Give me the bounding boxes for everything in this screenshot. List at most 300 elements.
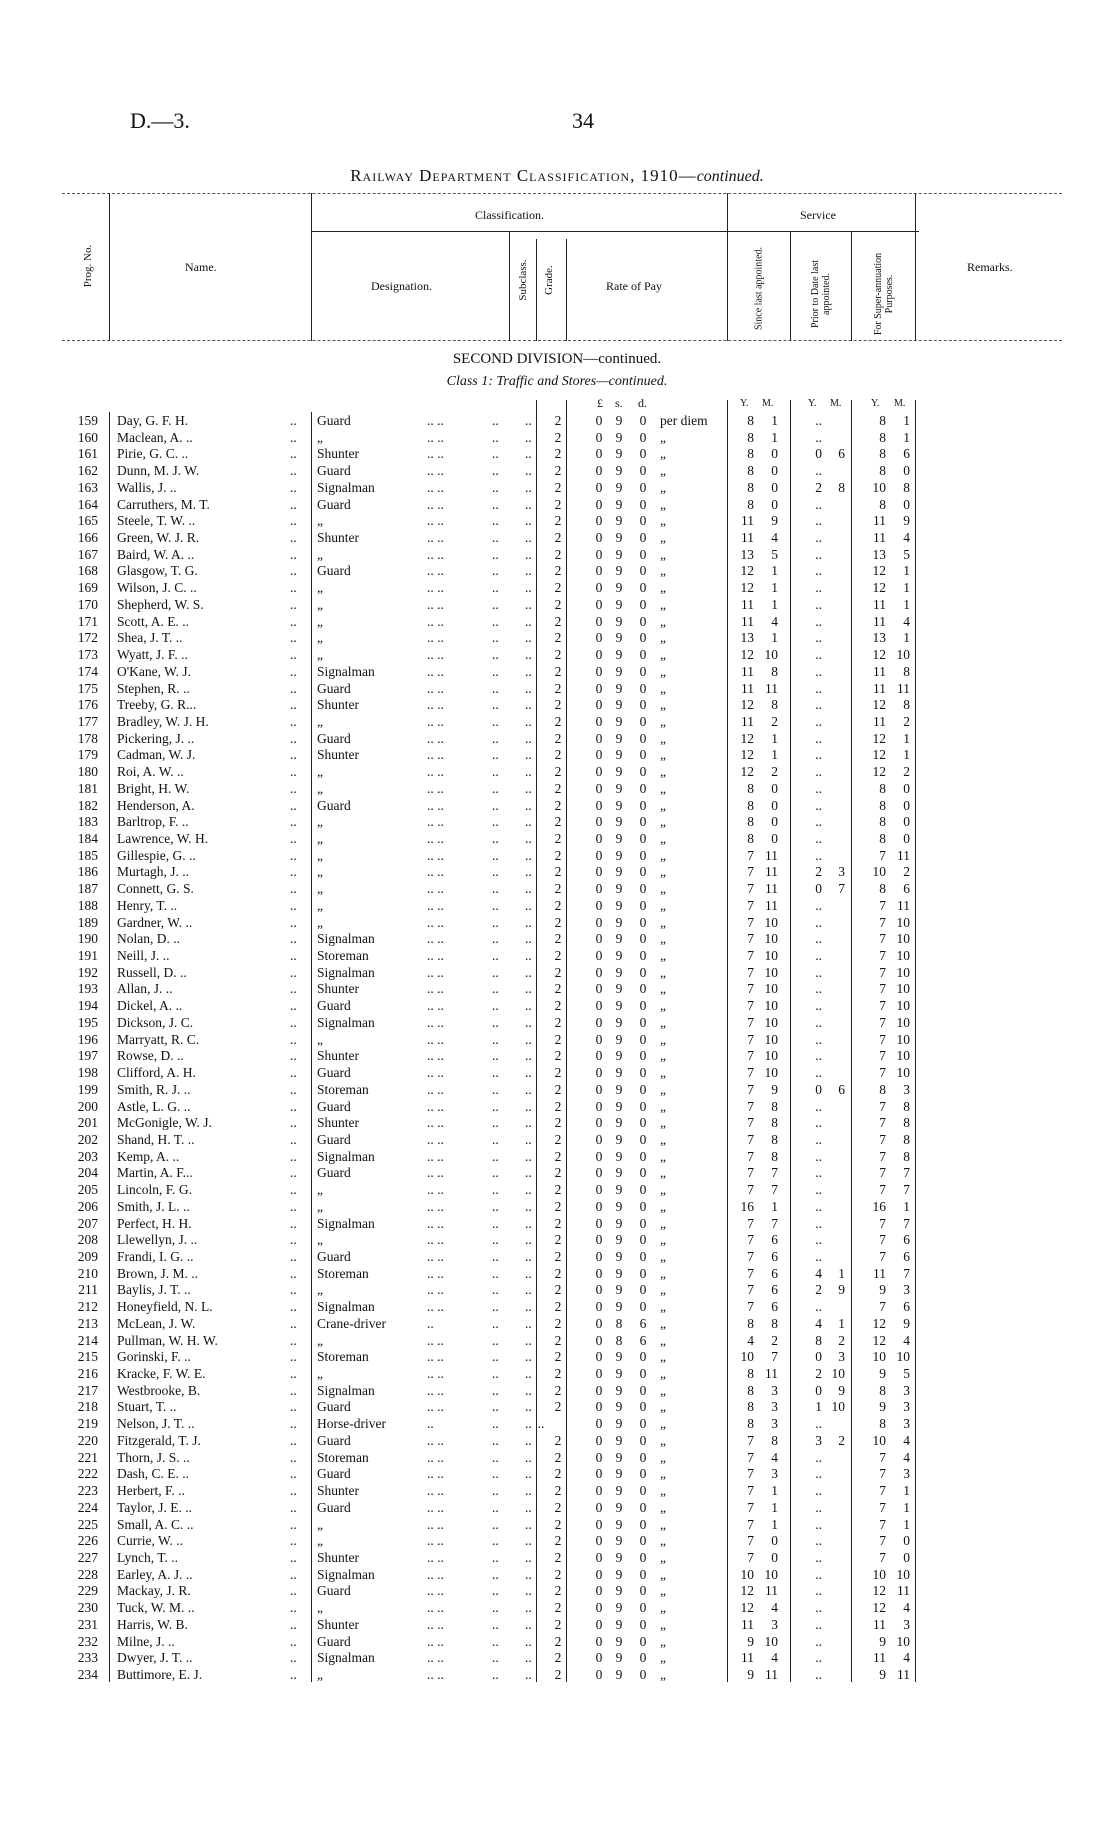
leader-dots: .. (525, 1131, 532, 1147)
pay-pence: 0 (639, 1600, 647, 1616)
designation: Guard (317, 1249, 351, 1264)
designation: Guard (317, 797, 351, 813)
since-years: 7 (747, 981, 754, 997)
pay-shillings: 9 (615, 429, 623, 445)
table-row (0, 1533, 1114, 1550)
table-row (0, 614, 1114, 631)
since-years: 7 (747, 948, 754, 964)
table-row (0, 1617, 1114, 1634)
leader-dots: .. (290, 847, 297, 863)
since-months: 10 (764, 1633, 778, 1649)
divider (509, 231, 510, 341)
grade: 2 (554, 1282, 562, 1298)
designation: Storeman (317, 948, 369, 964)
pay-shillings: 9 (615, 1633, 623, 1649)
pay-period: „ (660, 513, 666, 529)
since-years: 8 (747, 479, 754, 495)
pay-pounds: 0 (595, 1265, 603, 1281)
leader-dots: .. (525, 1282, 532, 1298)
leader-dots: .. .. (427, 1399, 444, 1415)
super-months: 1 (903, 429, 910, 445)
table-row (0, 1149, 1114, 1166)
leader-dots: .. (492, 647, 499, 663)
leader-dots: .. (290, 981, 297, 997)
leader-dots: .. .. (427, 496, 444, 512)
since-years: 7 (747, 1533, 754, 1549)
super-years: 10 (872, 479, 886, 495)
table-row (0, 1282, 1114, 1299)
pay-shillings: 9 (615, 1232, 623, 1248)
leader-dots: .. (492, 429, 499, 445)
grade: 2 (554, 1198, 562, 1214)
prog-no: 228 (77, 1566, 98, 1582)
super-months: 10 (896, 981, 910, 997)
prior-months: 3 (838, 1349, 845, 1365)
employee-name: Dickel, A. .. (117, 998, 183, 1014)
since-months: 2 (771, 1332, 778, 1348)
grade: 2 (554, 981, 562, 997)
leader-dots: .. (492, 1215, 499, 1231)
designation: Guard (317, 1499, 351, 1515)
table-row (0, 1650, 1114, 1667)
table-row (0, 881, 1114, 898)
designation: Signalman (317, 1382, 375, 1398)
leader-dots: .. (290, 1332, 297, 1348)
leader-dots: .. (492, 680, 499, 696)
prog-no: 164 (77, 496, 98, 512)
since-years: 7 (747, 1549, 754, 1565)
pay-shillings: 8 (615, 1332, 623, 1348)
prior-years: .. (815, 948, 822, 964)
since-months: 8 (771, 1432, 778, 1448)
pay-pounds: 0 (595, 697, 603, 713)
pay-pounds: 0 (595, 1282, 603, 1298)
super-years: 8 (879, 446, 886, 462)
pay-shillings: 9 (615, 1031, 623, 1047)
super-years: 12 (872, 730, 886, 746)
pay-pounds: 0 (595, 1081, 603, 1097)
prior-years: .. (815, 914, 822, 930)
leader-dots: .. .. (427, 1249, 444, 1264)
employee-name: Clifford, A. H. (117, 1065, 196, 1081)
pay-pence: 0 (639, 814, 647, 830)
pay-pence: 0 (639, 663, 647, 679)
table-row (0, 714, 1114, 731)
since-years: 7 (747, 1182, 754, 1198)
leader-dots: .. (290, 1600, 297, 1616)
header-classification: Classification. (475, 208, 544, 222)
designation: „ (317, 1198, 323, 1214)
pay-period: „ (660, 1115, 666, 1131)
grade: 2 (554, 713, 562, 729)
super-months: 1 (903, 413, 910, 428)
super-years: 7 (879, 981, 886, 997)
employee-name: Allan, J. .. (117, 981, 173, 997)
prog-no: 166 (77, 530, 98, 546)
employee-name: Bradley, W. J. H. (117, 713, 209, 729)
since-years: 4 (747, 1332, 754, 1348)
super-months: 4 (903, 530, 910, 546)
leader-dots: .. .. (427, 1516, 444, 1532)
pay-pounds: 0 (595, 580, 603, 596)
since-years: 9 (747, 1667, 754, 1682)
prog-no: 230 (77, 1600, 98, 1616)
grade: 2 (554, 446, 562, 462)
leader-dots: .. (525, 1382, 532, 1398)
leader-dots: .. (525, 1650, 532, 1666)
since-months: 11 (765, 864, 778, 880)
pay-pounds: 0 (595, 530, 603, 546)
designation: „ (317, 1182, 323, 1198)
employee-name: Dwyer, J. T. .. (117, 1650, 193, 1666)
pay-period: „ (660, 1366, 666, 1382)
pay-pounds: 0 (595, 1566, 603, 1582)
pay-period: „ (660, 563, 666, 579)
pay-pence: 0 (639, 413, 647, 428)
super-years: 8 (879, 814, 886, 830)
super-years: 8 (879, 1081, 886, 1097)
pay-shillings: 9 (615, 563, 623, 579)
since-months: 1 (771, 747, 778, 763)
leader-dots: .. (290, 998, 297, 1014)
grade: 2 (554, 680, 562, 696)
employee-name: Lawrence, W. H. (117, 831, 209, 846)
designation: Guard (317, 496, 351, 512)
leader-dots: .. (290, 797, 297, 813)
table-row (0, 430, 1114, 447)
prog-no: 187 (77, 881, 98, 897)
grade: 2 (554, 931, 562, 947)
pay-pounds: 0 (595, 413, 603, 428)
super-years: 11 (873, 1616, 886, 1632)
leader-dots: .. .. (427, 663, 444, 679)
unit-years: Y. (871, 398, 880, 409)
super-years: 9 (879, 1399, 886, 1415)
table-row (0, 547, 1114, 564)
since-years: 8 (747, 780, 754, 796)
designation: „ (317, 1600, 323, 1616)
leader-dots: .. (290, 713, 297, 729)
employee-name: Smith, J. L. .. (117, 1198, 190, 1214)
since-years: 11 (741, 1650, 754, 1666)
pay-period: „ (660, 1014, 666, 1030)
table-row (0, 446, 1114, 463)
grade: 2 (554, 1349, 562, 1365)
prior-months: 1 (838, 1315, 845, 1331)
employee-name: Dickson, J. C. (117, 1014, 194, 1030)
grade: 2 (554, 1549, 562, 1565)
prior-years: .. (815, 1031, 822, 1047)
super-years: 12 (872, 1332, 886, 1348)
leader-dots: .. (492, 1483, 499, 1499)
pay-shillings: 9 (615, 1265, 623, 1281)
super-months: 4 (903, 1600, 910, 1616)
leader-dots: .. (290, 1449, 297, 1465)
prog-no: 194 (77, 998, 98, 1014)
pay-pence: 0 (639, 881, 647, 897)
leader-dots: .. .. (427, 413, 444, 428)
leader-dots: .. (492, 931, 499, 947)
pay-period: „ (660, 697, 666, 713)
leader-dots: .. (290, 647, 297, 663)
since-months: 11 (765, 1366, 778, 1382)
table-row (0, 697, 1114, 714)
super-months: 9 (903, 1315, 910, 1331)
grade: 2 (554, 1633, 562, 1649)
leader-dots: .. .. (427, 1332, 444, 1348)
leader-dots: .. (290, 780, 297, 796)
since-years: 8 (747, 463, 754, 479)
pay-pence: 0 (639, 1215, 647, 1231)
super-months: 6 (903, 1232, 910, 1248)
unit-years: Y. (808, 398, 817, 409)
table-row (0, 630, 1114, 647)
super-months: 10 (896, 1065, 910, 1081)
pay-shillings: 9 (615, 1098, 623, 1114)
leader-dots: .. (492, 1349, 499, 1365)
leader-dots: .. (525, 1249, 532, 1264)
since-years: 8 (747, 1366, 754, 1382)
since-months: 3 (771, 1399, 778, 1415)
leader-dots: .. (492, 730, 499, 746)
grade: 2 (554, 580, 562, 596)
table-row (0, 1065, 1114, 1082)
since-years: 7 (747, 1249, 754, 1264)
pay-shillings: 9 (615, 1466, 623, 1482)
pay-period: „ (660, 663, 666, 679)
pay-pounds: 0 (595, 546, 603, 562)
document-code: D.—3. (130, 108, 190, 133)
pay-pence: 0 (639, 1382, 647, 1398)
super-years: 7 (879, 1533, 886, 1549)
since-months: 1 (771, 1483, 778, 1499)
leader-dots: .. (290, 931, 297, 947)
since-months: 9 (771, 513, 778, 529)
pay-period: „ (660, 1516, 666, 1532)
leader-dots: .. (290, 496, 297, 512)
super-months: 0 (903, 814, 910, 830)
leader-dots: .. .. (427, 1182, 444, 1198)
super-years: 7 (879, 1549, 886, 1565)
table-row (0, 898, 1114, 915)
pay-period: „ (660, 1549, 666, 1565)
subclass: .. (537, 1416, 545, 1432)
table-row (0, 1182, 1114, 1199)
leader-dots: .. (525, 1667, 532, 1682)
since-years: 10 (740, 1566, 754, 1582)
prog-no: 215 (77, 1349, 98, 1365)
pay-pounds: 0 (595, 1449, 603, 1465)
since-months: 4 (771, 530, 778, 546)
pay-shillings: 8 (615, 1315, 623, 1331)
employee-name: Shea, J. T. .. (117, 630, 183, 646)
prog-no: 182 (77, 797, 98, 813)
leader-dots: .. (492, 1499, 499, 1515)
employee-name: Maclean, A. .. (117, 429, 193, 445)
pay-shillings: 9 (615, 513, 623, 529)
employee-name: Harris, W. B. (117, 1616, 188, 1632)
pay-shillings: 9 (615, 1499, 623, 1515)
pay-pounds: 0 (595, 1299, 603, 1315)
leader-dots: .. (492, 1299, 499, 1315)
table-row (0, 747, 1114, 764)
leader-dots: .. (290, 1299, 297, 1315)
pay-pence: 0 (639, 463, 647, 479)
since-years: 8 (747, 429, 754, 445)
header-bottom-rule (62, 340, 1062, 341)
leader-dots: .. (290, 680, 297, 696)
employee-name: Earley, A. J. .. (117, 1566, 193, 1582)
pay-pounds: 0 (595, 881, 603, 897)
super-months: 3 (903, 1081, 910, 1097)
super-months: 5 (903, 546, 910, 562)
leader-dots: .. (492, 1516, 499, 1532)
since-years: 12 (740, 747, 754, 763)
leader-dots: .. .. (427, 680, 444, 696)
designation: Guard (317, 730, 351, 746)
pay-shillings: 9 (615, 1215, 623, 1231)
grade: 2 (554, 1533, 562, 1549)
pay-shillings: 9 (615, 1165, 623, 1181)
pay-shillings: 9 (615, 1600, 623, 1616)
leader-dots: .. (290, 1566, 297, 1582)
super-years: 7 (879, 1098, 886, 1114)
pay-pounds: 0 (595, 429, 603, 445)
prior-years: .. (815, 1600, 822, 1616)
title-main: Railway Department Classification, 1910— (350, 166, 697, 185)
employee-name: Henry, T. .. (117, 897, 178, 913)
super-months: 4 (903, 1650, 910, 1666)
grade: 2 (554, 948, 562, 964)
employee-name: McGonigle, W. J. (117, 1115, 212, 1131)
leader-dots: .. (525, 1265, 532, 1281)
pay-shillings: 9 (615, 1148, 623, 1164)
prior-years: .. (815, 998, 822, 1014)
prior-years: 8 (815, 1332, 822, 1348)
table-row (0, 764, 1114, 781)
pay-pounds: 0 (595, 1416, 603, 1432)
leader-dots: .. (492, 596, 499, 612)
pay-shillings: 9 (615, 931, 623, 947)
header-name: Name. (185, 260, 217, 274)
leader-dots: .. (290, 546, 297, 562)
super-months: 1 (903, 630, 910, 646)
prior-years: .. (815, 1566, 822, 1582)
leader-dots: .. (290, 897, 297, 913)
since-months: 0 (771, 1533, 778, 1549)
designation: „ (317, 630, 323, 646)
table-row (0, 580, 1114, 597)
since-months: 1 (771, 580, 778, 596)
leader-dots: .. (525, 1600, 532, 1616)
prior-years: .. (815, 981, 822, 997)
designation: Signalman (317, 931, 375, 947)
leader-dots: .. .. (427, 1232, 444, 1248)
designation: „ (317, 764, 323, 780)
pay-pounds: 0 (595, 1616, 603, 1632)
super-years: 11 (873, 596, 886, 612)
since-months: 6 (771, 1232, 778, 1248)
leader-dots: .. (492, 780, 499, 796)
leader-dots: .. .. (427, 1014, 444, 1030)
pay-shillings: 9 (615, 780, 623, 796)
leader-dots: .. (492, 981, 499, 997)
leader-dots: .. .. (427, 864, 444, 880)
leader-dots: .. (290, 948, 297, 964)
leader-dots: .. (492, 463, 499, 479)
leader-dots: .. (492, 630, 499, 646)
prior-years: .. (815, 546, 822, 562)
pay-period: „ (660, 1098, 666, 1114)
table-row (0, 1366, 1114, 1383)
super-years: 13 (872, 546, 886, 562)
prog-no: 208 (77, 1232, 98, 1248)
prog-no: 189 (77, 914, 98, 930)
leader-dots: .. (525, 881, 532, 897)
super-months: 10 (896, 647, 910, 663)
pay-pounds: 0 (595, 1332, 603, 1348)
employee-name: Small, A. C. .. (117, 1516, 194, 1532)
pay-pounds: 0 (595, 1366, 603, 1382)
pay-pounds: 0 (595, 931, 603, 947)
since-months: 10 (764, 998, 778, 1014)
pay-pounds: 0 (595, 1432, 603, 1448)
leader-dots: .. .. (427, 580, 444, 596)
leader-dots: .. .. (427, 831, 444, 846)
table-row (0, 798, 1114, 815)
designation: „ (317, 1332, 323, 1348)
leader-dots: .. (492, 897, 499, 913)
since-years: 12 (740, 730, 754, 746)
super-years: 7 (879, 931, 886, 947)
employee-name: Shepherd, W. S. (117, 596, 204, 612)
pay-pounds: 0 (595, 1349, 603, 1365)
leader-dots: .. .. (427, 1382, 444, 1398)
leader-dots: .. .. (427, 446, 444, 462)
leader-dots: .. (525, 1566, 532, 1582)
employee-name: Stephen, R. .. (117, 680, 190, 696)
leader-dots: .. (492, 1031, 499, 1047)
leader-dots: .. (492, 513, 499, 529)
grade: 2 (554, 1215, 562, 1231)
employee-name: Honeyfield, N. L. (117, 1299, 213, 1315)
designation: Signalman (317, 479, 375, 495)
pay-pounds: 0 (595, 563, 603, 579)
leader-dots: .. (492, 1249, 499, 1264)
leader-dots: .. (290, 831, 297, 846)
employee-name: Glasgow, T. G. (117, 563, 198, 579)
leader-dots: .. (525, 1081, 532, 1097)
since-years: 12 (740, 764, 754, 780)
table-row (0, 1550, 1114, 1567)
since-months: 10 (764, 1065, 778, 1081)
leader-dots: .. .. (427, 964, 444, 980)
pay-pence: 0 (639, 1499, 647, 1515)
leader-dots: .. (525, 1349, 532, 1365)
prog-no: 205 (77, 1182, 98, 1198)
grade: 2 (554, 1048, 562, 1064)
pay-pounds: 0 (595, 814, 603, 830)
prior-years: .. (815, 647, 822, 663)
pay-pence: 0 (639, 596, 647, 612)
since-years: 8 (747, 831, 754, 846)
division-heading: SECOND DIVISION—continued. (452, 351, 662, 367)
table-row (0, 1316, 1114, 1333)
pay-pounds: 0 (595, 1633, 603, 1649)
designation: Guard (317, 680, 351, 696)
grade: 2 (554, 1667, 562, 1682)
employee-name: Dunn, M. J. W. (117, 463, 200, 479)
